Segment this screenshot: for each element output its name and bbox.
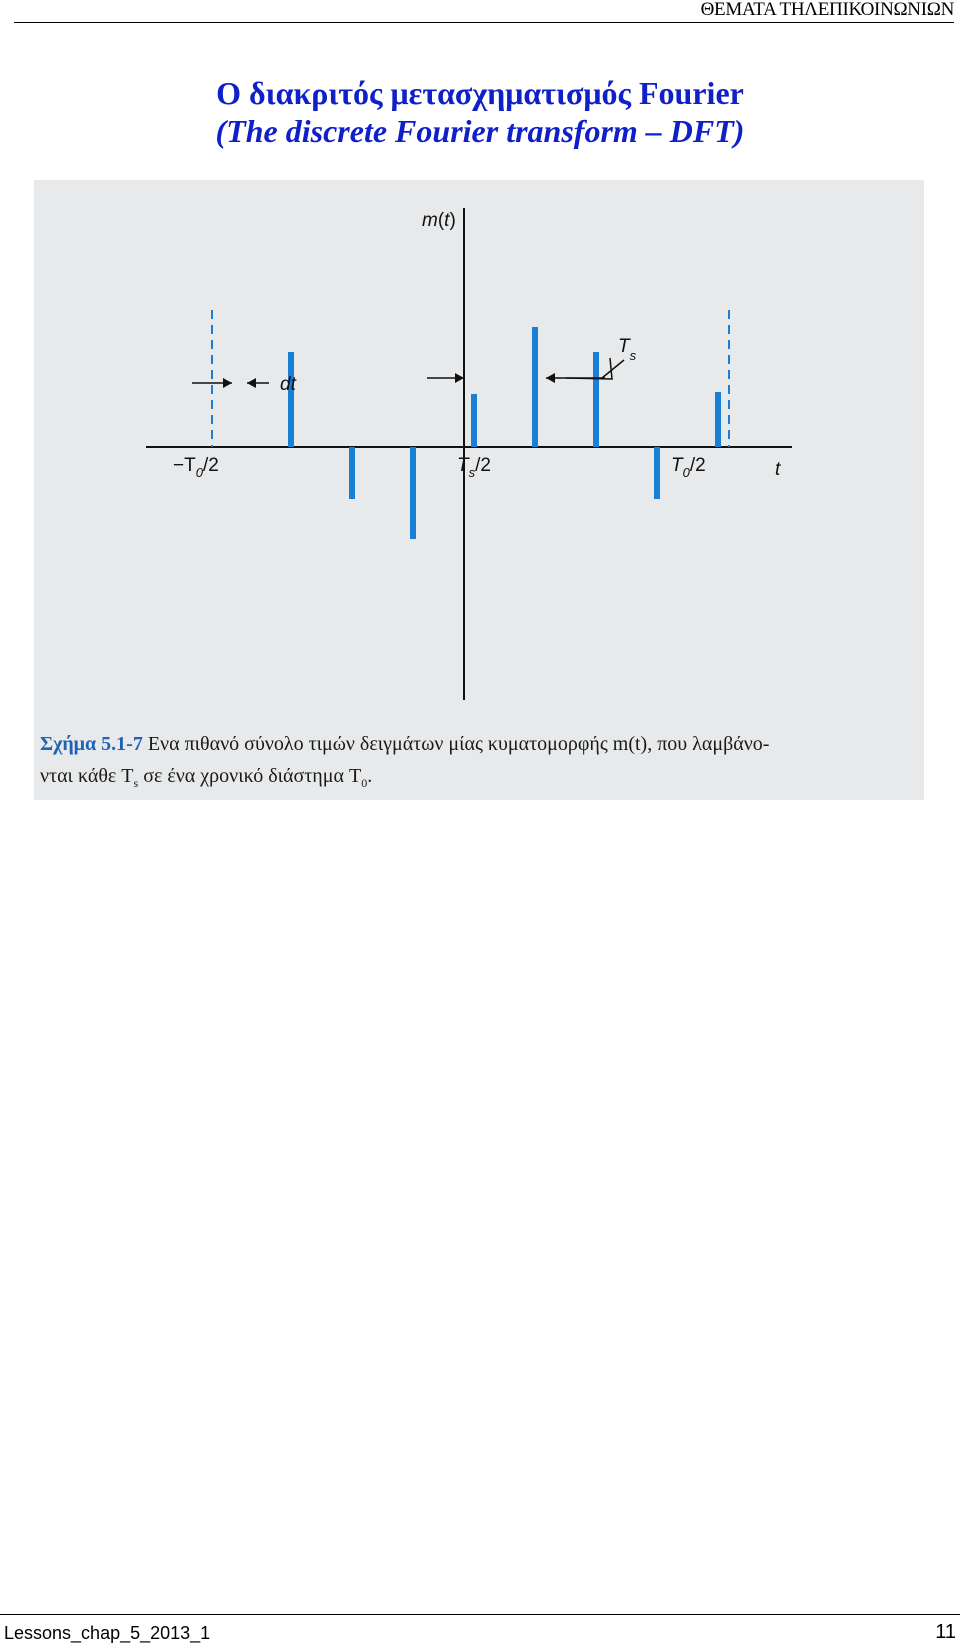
title-main: Ο διακριτός μετασχηματισμός Fourier [216,75,744,111]
ts-label: $T_s$ [618,336,637,363]
dt-arrowhead-left [223,378,232,388]
caption-line2-a: νται κάθε T [40,765,134,787]
caption-line2-b: σε ένα χρονικό διάστημα T [138,765,362,787]
caption-line2-s: s [133,776,139,790]
page-footer [0,1614,960,1649]
sample-bar [654,447,660,499]
page-title [0,74,960,150]
running-title: ΘΕΜΑΤΑ ΤΗΛΕΠΙΚΟΙΝΩΝΙΩΝ [700,0,954,20]
page-number: 11 [935,1621,956,1643]
caption-line2-0: 0 [361,776,368,790]
figure-caption [40,728,920,799]
tick-pos-half-period: $T_0/2$ [671,455,706,480]
running-header [14,0,954,23]
ts-arrowhead-center [455,373,464,383]
sample-bar [410,447,416,539]
sample-bar [593,352,599,447]
title-sub: (The discrete Fourier transform – DFT) [215,113,745,149]
dt-arrowhead-right [247,378,256,388]
sample-bar [532,327,538,447]
x-axis-label: t [775,459,781,480]
dt-label: dt [280,374,296,395]
sample-bar [288,352,294,447]
y-axis-label: m(t) [422,210,456,231]
tick-neg-half-period: $-T_0/2$ [173,455,219,480]
samples-group [288,327,721,539]
sample-bar [349,447,355,499]
sample-diagram [34,180,924,800]
footer-filename: Lessons_chap_5_2013_1 [4,1623,211,1643]
tick-ts-half: $T_s/2$ [457,455,491,480]
caption-line1: Ενα πιθανό σύνολο τιμών δειγμάτων μίας κυματομορφής m(t), που λαμβάνο- [142,733,770,755]
sample-bar [715,392,721,447]
caption-line2-c: . [367,765,373,787]
figure [34,180,924,800]
ts-diagonal [602,360,624,378]
caption-label: Σχήμα 5.1-7 [40,733,143,755]
sample-bar [471,394,477,447]
ts-arrowhead [546,373,555,383]
